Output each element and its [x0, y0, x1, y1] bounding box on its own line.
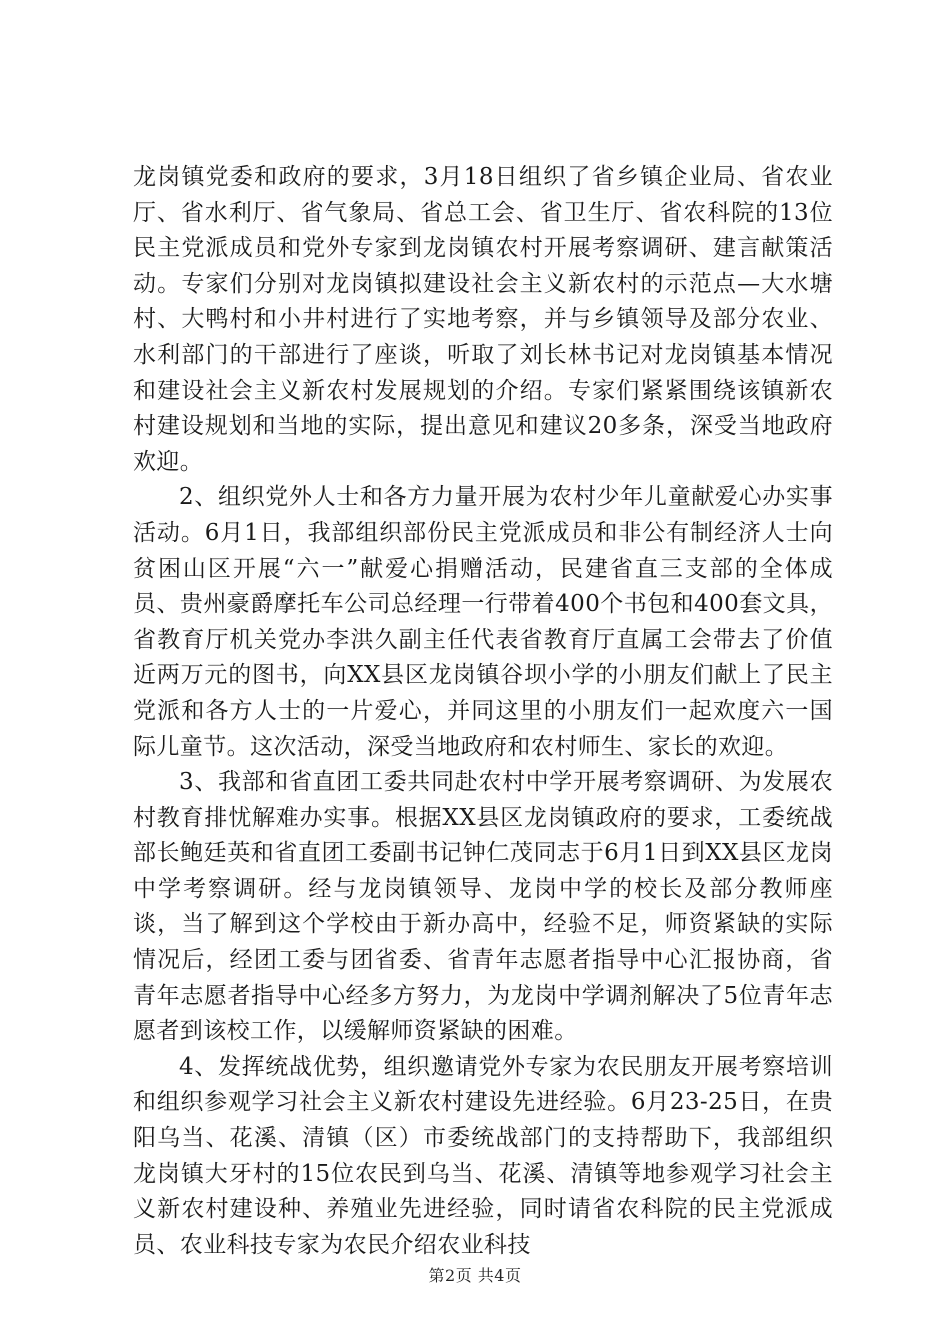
paragraph-item-3: 3、我部和省直团工委共同赴农村中学开展考察调研、为发展农村教育排忧解难办实事。根据XX县区龙岗镇政府的要求，工委统战部长鲍廷英和省直团工委副书记钟仁茂同志于6月1日到XX县区龙岗中学考察调研。经与龙岗镇领导、龙岗中学的校长及部分教师座谈，当了解到这个学校由于新办高中，经验不足，师资紧缺的实际情况后，经团工委与团省委、省青年志愿者指导中心汇报协商，省青年志愿者指导中心经多方努力，为龙岗中学调剂解决了5位青年志愿者到该校工作，以缓解师资紧缺的困难。	[133, 769, 833, 1045]
paragraph-continued: 龙岗镇党委和政府的要求，3月18日组织了省乡镇企业局、省农业厅、省水利厅、省气象局、省总工会、省卫生厅、省农科院的13位民主党派成员和党外专家到龙岗镇农村开展考察调研、建言献策活动。专家们分别对龙岗镇拟建设社会主义新农村的示范点—大水塘村、大鸭村和小井村进行了实地考察，并与乡镇领导及部分农业、水利部门的干部进行了座谈，听取了刘长林书记对龙岗镇基本情况和建设社会主义新农村发展规划的介绍。专家们紧紧围绕该镇新农村建设规划和当地的实际，提出意见和建议20多条，深受当地政府欢迎。	[133, 164, 833, 475]
page-number-footer: 第2页 共4页	[428, 1266, 522, 1285]
document-body	[133, 160, 833, 1263]
paragraph-item-4: 4、发挥统战优势，组织邀请党外专家为农民朋友开展考察培训和组织参观学习社会主义新农村建设先进经验。6月23-25日，在贵阳乌当、花溪、清镇（区）市委统战部门的支持帮助下，我部组织龙岗镇大牙村的15位农民到乌当、花溪、清镇等地参观学习社会主义新农村建设种、养殖业先进经验，同时请省农科院的民主党派成员、农业科技专家为农民介绍农业科技	[133, 1053, 833, 1258]
paragraph-item-2: 2、组织党外人士和各方力量开展为农村少年儿童献爱心办实事活动。6月1日，我部组织部份民主党派成员和非公有制经济人士向贫困山区开展“六一”献爱心捐赠活动，民建省直三支部的全体成员、贵州豪爵摩托车公司总经理一行带着400个书包和400套文具，省教育厅机关党办李洪久副主任代表省教育厅直属工会带去了价值近两万元的图书，向XX县区龙岗镇谷坝小学的小朋友们献上了民主党派和各方人士的一片爱心，并同这里的小朋友们一起欢度六一国际儿童节。这次活动，深受当地政府和农村师生、家长的欢迎。	[133, 484, 833, 760]
